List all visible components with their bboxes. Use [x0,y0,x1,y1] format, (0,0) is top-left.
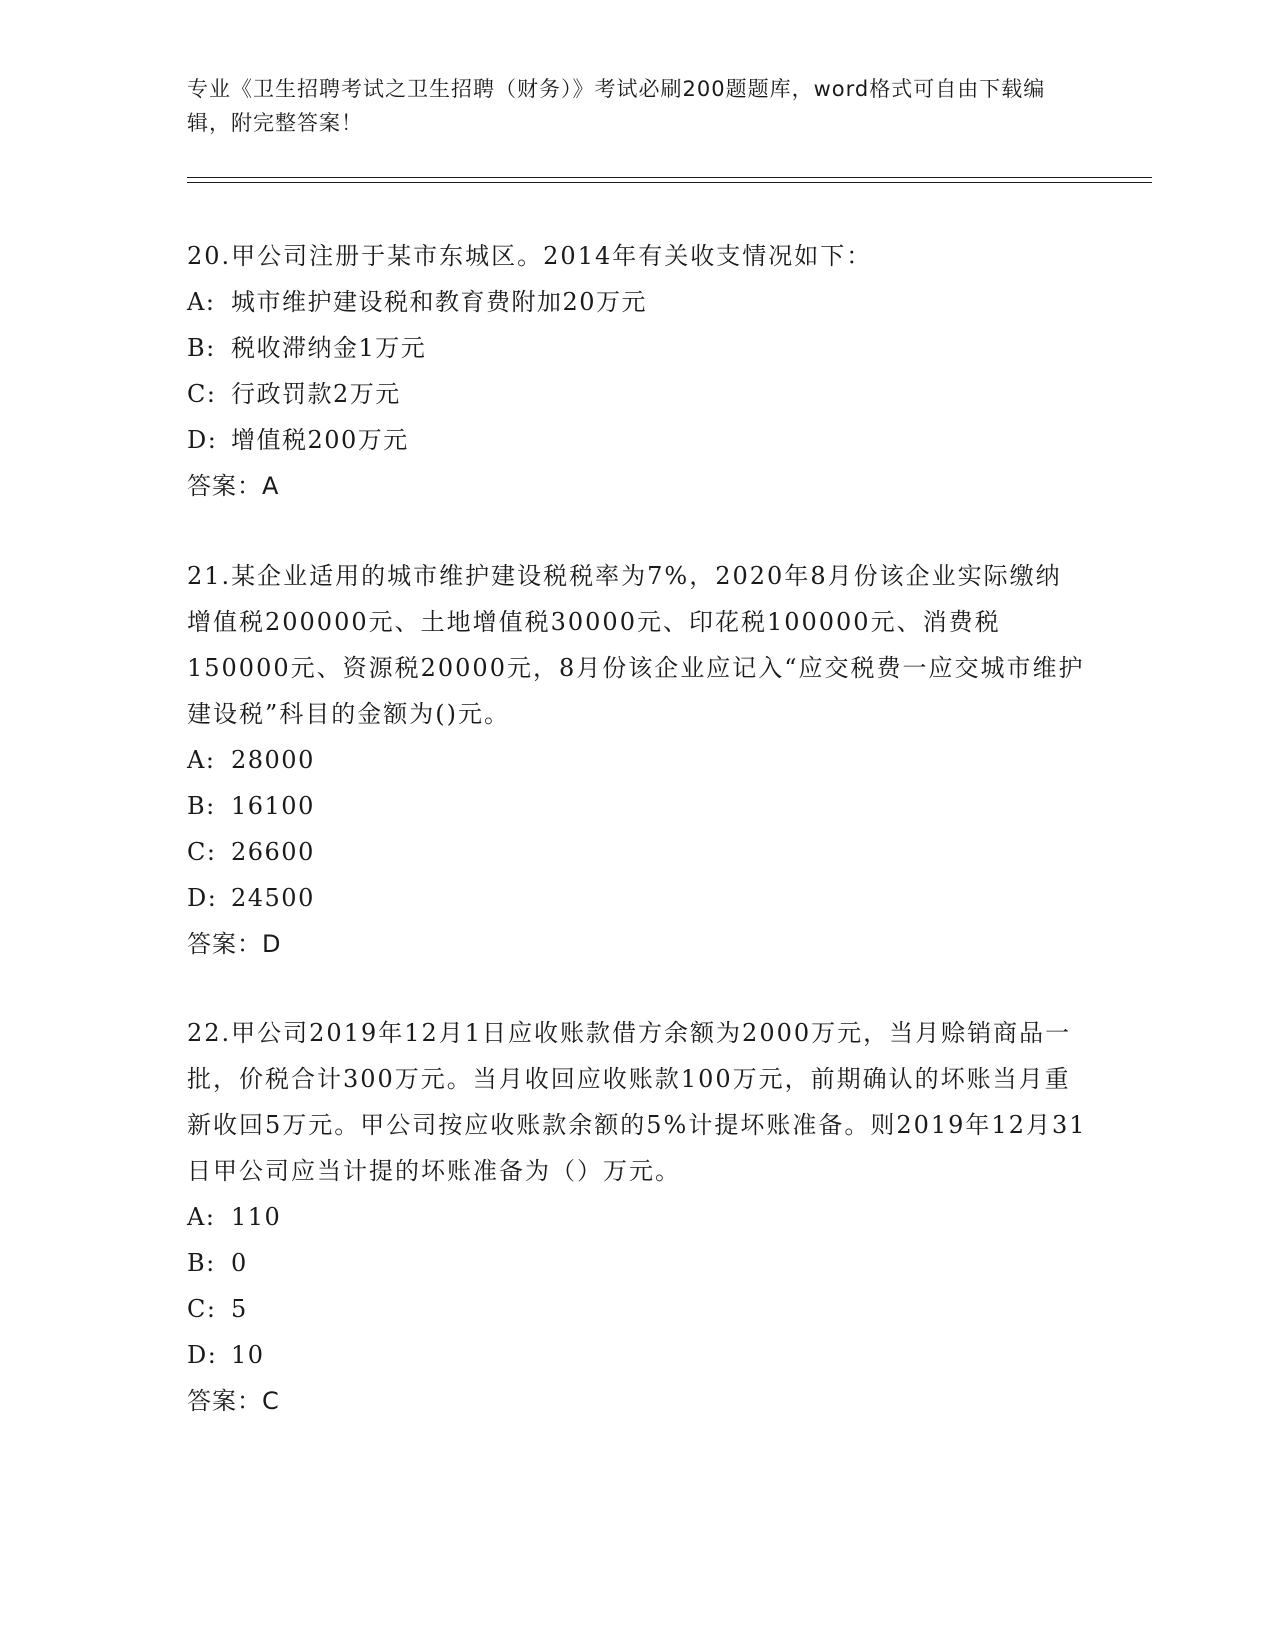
option-text: 0 [231,1249,248,1277]
header-divider-bottom [187,182,1152,183]
option-a [187,1194,1087,1240]
option-a [187,279,1087,325]
option-c [187,371,1087,417]
option-key: B: [187,1249,216,1277]
question-stem: 20.甲公司注册于某市东城区。2014年有关收支情况如下： [187,242,873,270]
question-stem: 22.甲公司2019年12月1日应收账款借方余额为2000万元，当月赊销商品一批，价税合计300万元。当月收回应收账款100万元，前期确认的坏账当月重新收回5万元。甲公司按应收账款余额的5%计提坏账准备。则2019年12月31日甲公司应当计提的坏账准备为（）万元。 [187,1019,1087,1185]
question-20 [187,233,1087,509]
option-key: D: [187,884,218,912]
option-a [187,737,1087,783]
option-key: B: [187,334,216,362]
option-text: 110 [231,1203,282,1231]
question-stem: 21.某企业适用的城市维护建设税税率为7%，2020年8月份该企业实际缴纳增值税200000元、土地增值税30000元、印花税100000元、消费税150000元、资源税20000元，8月份该企业应记入“应交税费一应交城市维护建设税”科目的金额为()元。 [187,562,1085,728]
option-key: B: [187,792,216,820]
option-list [187,1194,1087,1378]
option-text: 24500 [231,884,315,912]
option-list [187,737,1087,921]
answer-line: 答案：A [187,472,280,500]
option-d [187,417,1087,463]
document-header: 专业《卫生招聘考试之卫生招聘（财务）》考试必刷200题题库，word格式可自由下载编辑，附完整答案！ [187,77,1046,135]
option-text: 5 [231,1295,248,1323]
option-d [187,1332,1087,1378]
option-text: 城市维护建设税和教育费附加20万元 [231,288,648,316]
option-text: 26600 [231,838,315,866]
option-key: D: [187,426,218,454]
question-22 [187,1010,1087,1424]
option-b [187,783,1087,829]
option-text: 增值税200万元 [231,426,409,454]
option-list [187,279,1087,463]
option-c [187,829,1087,875]
option-key: C: [187,1295,217,1323]
answer-line: 答案：C [187,1387,280,1415]
option-b [187,1240,1087,1286]
question-21 [187,553,1087,967]
option-text: 税收滞纳金1万元 [231,334,427,362]
option-key: D: [187,1341,218,1369]
option-c [187,1286,1087,1332]
header-divider-top [187,177,1152,178]
option-d [187,875,1087,921]
option-key: A: [187,288,216,316]
option-text: 10 [231,1341,265,1369]
option-text: 行政罚款2万元 [231,380,401,408]
option-text: 28000 [231,746,315,774]
option-b [187,325,1087,371]
option-key: C: [187,380,217,408]
option-key: A: [187,746,216,774]
option-key: C: [187,838,217,866]
option-text: 16100 [231,792,315,820]
answer-line: 答案：D [187,930,282,958]
option-key: A: [187,1203,216,1231]
